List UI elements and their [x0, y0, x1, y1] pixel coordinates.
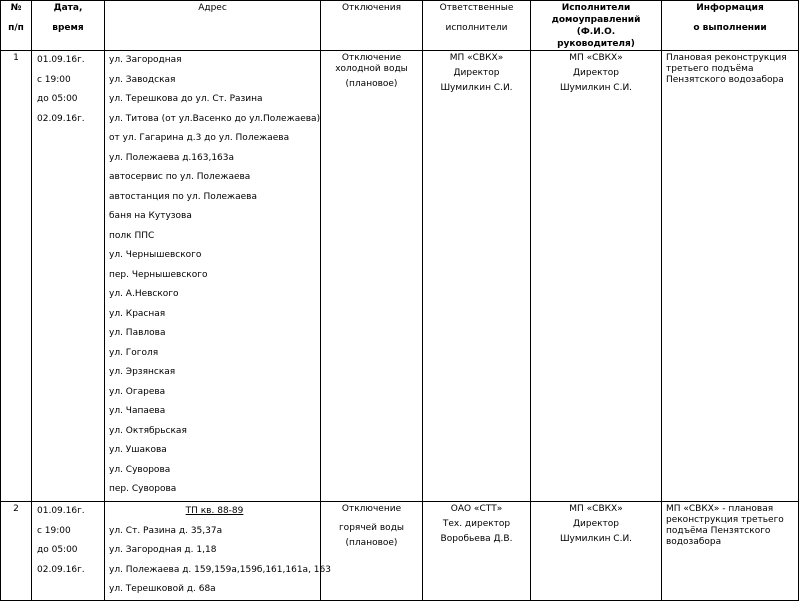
address-line: ул. Загородная д. 1,18: [109, 545, 217, 555]
row-dates: 01.09.16г. с 19:00 до 05:00 02.09.16г.: [32, 51, 105, 502]
table-row: [1, 51, 799, 502]
row-outage: Отключение горячей воды (плановое): [321, 502, 423, 601]
row-num: 2: [1, 502, 32, 601]
row-dates: 01.09.16г. с 19:00 до 05:00 02.09.16г.: [32, 502, 105, 601]
header-responsible: Ответственные исполнители: [423, 1, 531, 51]
address-line: ул. Огарева: [109, 386, 166, 397]
row-info: МП «СВКХ» - плановая реконструкция третьего подъёма Пензятского водозабора: [662, 502, 799, 601]
address-heading: ТП кв. 88-89: [185, 506, 244, 516]
header-outage: Отключения: [321, 1, 423, 51]
header-info: Информация о выполнении: [662, 1, 799, 51]
address-line: ул. Ст. Разина д. 35,37а: [109, 525, 223, 536]
address-line: ул. Чернышевского: [109, 250, 202, 260]
row-responsible: МП «СВКХ» Директор Шумилкин С.И.: [423, 51, 531, 502]
address-line: ул. А.Невского: [109, 289, 179, 299]
address-line: ул. Октябрьская: [109, 425, 187, 436]
row-outage: Отключение холодной воды (плановое): [321, 51, 423, 502]
table-row: [1, 502, 799, 601]
header-address: Адрес: [105, 1, 321, 51]
address-line: пер. Чернышевского: [109, 269, 208, 280]
row-responsible: ОАО «СТТ» Тех. директор Воробьева Д.В.: [423, 502, 531, 601]
address-line: ул. Терешкова до ул. Ст. Разина: [109, 94, 263, 104]
address-line: ул. Полежаева д.163,163а: [109, 152, 235, 163]
address-line: ул. Эрзянская: [109, 367, 176, 377]
address-line: ул. Терешковой д. 68а: [109, 584, 216, 594]
address-line: ул. Гоголя: [109, 347, 159, 358]
address-line: ул. Ушакова: [109, 445, 167, 455]
header-date: Дата, время: [32, 1, 105, 51]
address-line: автосервис по ул. Полежаева: [109, 172, 251, 182]
address-line: ул. Павлова: [109, 328, 166, 338]
address-line: автостанция по ул. Полежаева: [109, 191, 258, 202]
address-line: ул. Титова (от ул.Васенко до ул.Полежаева): [109, 113, 321, 124]
address-line: ул. Заводская: [109, 74, 176, 85]
address-line: ул. Загородная: [109, 55, 182, 65]
address-line: ул. Полежаева д. 159,159а,159б,161,161а, 163: [109, 564, 331, 575]
row-management: МП «СВКХ» Директор Шумилкин С.И.: [531, 51, 662, 502]
row-num: 1: [1, 51, 32, 502]
header-row: [1, 1, 799, 51]
row-info: Плановая реконструкция третьего подъёма Пензятского водозабора: [662, 51, 799, 502]
header-management: Исполнители домоуправлений (Ф.И.О. руководителя): [531, 1, 662, 51]
address-line: ул. Суворова: [109, 464, 171, 475]
header-num: № п/п: [1, 1, 32, 51]
address-line: от ул. Гагарина д.3 до ул. Полежаева: [109, 133, 290, 143]
address-line: ул. Чапаева: [109, 406, 166, 416]
address-line: полк ППС: [109, 230, 155, 241]
address-line: пер. Суворова: [109, 484, 177, 494]
address-line: баня на Кутузова: [109, 211, 192, 221]
row-management: МП «СВКХ» Директор Шумилкин С.И.: [531, 502, 662, 601]
row-addresses: [105, 51, 321, 502]
address-line: ул. Красная: [109, 308, 166, 319]
row-addresses: [105, 502, 331, 601]
